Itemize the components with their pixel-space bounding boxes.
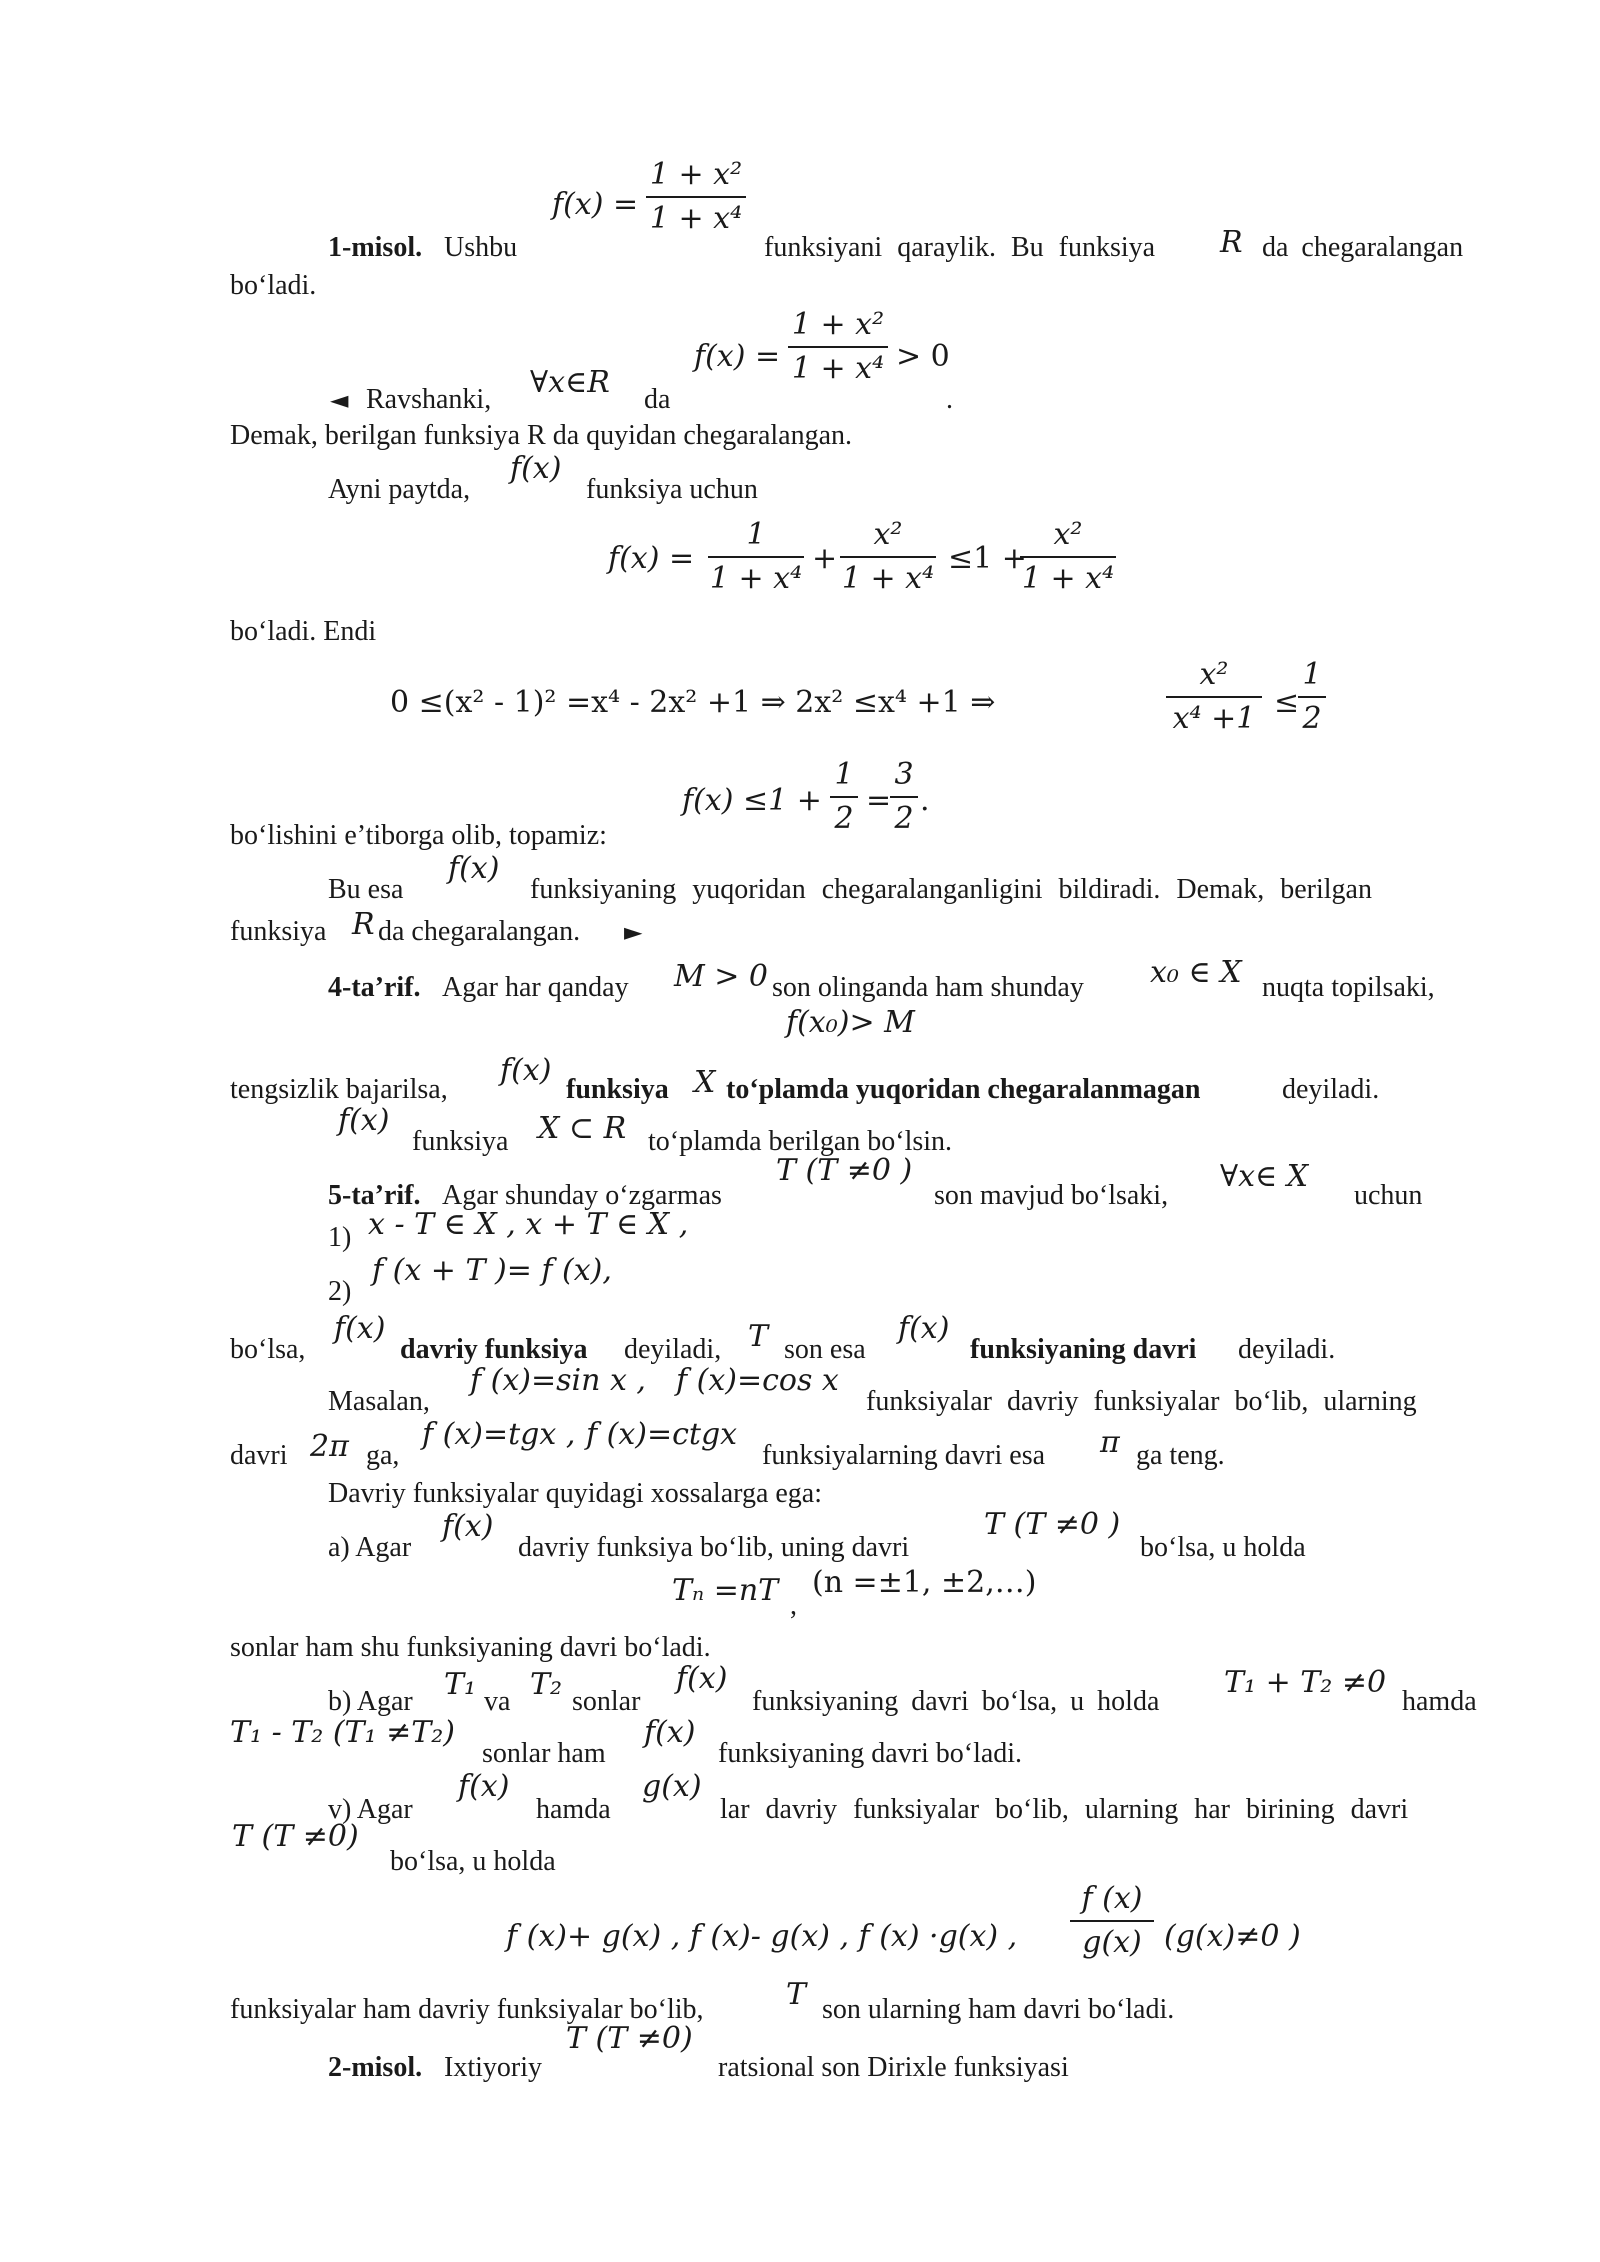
proof-bu-esa-rest: funksiyaning yuqoridan chegaralanganligini bildiradi. Demak, berilgan <box>530 874 1372 905</box>
examples-ga: ga, <box>366 1440 400 1471</box>
estimate-dot: . <box>920 783 930 818</box>
quotient-numerator: f (x) <box>1070 1884 1154 1922</box>
black-right-triangle-icon: ► <box>624 918 643 946</box>
t2: T₂ <box>530 1667 563 1702</box>
definition-4-text-1: Agar har qanday <box>442 972 629 1003</box>
fx-2: f(x) <box>448 851 500 886</box>
example-2-label: 2-misol. <box>328 2052 423 2083</box>
definition-5-uchun: uchun <box>1354 1180 1423 1211</box>
example-1-function-lhs: f(x) = <box>552 187 639 222</box>
pi: π <box>1100 1425 1120 1460</box>
proof-ayni: Ayni paytda, <box>328 474 471 505</box>
fx-5: f(x) <box>334 1311 386 1346</box>
property-a-comma: , <box>790 1590 797 1621</box>
chain-fraction-denominator: x⁴ +1 <box>1172 701 1256 736</box>
x0-in-x: x₀ ∈ X <box>1150 955 1242 990</box>
example-2-period: T (T ≠0) <box>566 2021 693 2056</box>
property-b-va: va <box>484 1686 511 1717</box>
examples-masalan: Masalan, <box>328 1386 430 1417</box>
definition-5-deyiladi: deyiladi, <box>624 1334 722 1365</box>
sum-term-2 <box>840 517 936 596</box>
definition-4-text-3: nuqta topilsaki, <box>1262 972 1435 1003</box>
proof-inequality-lhs: f(x) = <box>694 339 781 374</box>
sum-term-3-denominator: 1 + x⁴ <box>1021 561 1115 596</box>
fx-6: f(x) <box>898 1311 950 1346</box>
property-b-sonlar: sonlar <box>572 1686 641 1717</box>
example-1-text: funksiyani qaraylik. Bu funksiya <box>764 232 1156 263</box>
set-r-2: R <box>352 907 375 942</box>
estimate-three-halves-numerator: 3 <box>890 760 918 798</box>
fx-7: f(x) <box>442 1509 494 1544</box>
definition-5-bolsa: bo‘lsa, <box>230 1334 306 1365</box>
proof-end-icon <box>624 916 642 948</box>
estimate-half <box>830 757 858 836</box>
proof-dot: . <box>946 384 953 415</box>
property-v-text-3: funksiyalar ham davriy funksiyalar bo‘lib, <box>230 1994 704 2025</box>
proof-boladi-endi: bo‘ladi. Endi <box>230 616 377 647</box>
property-v-label: v) Agar <box>328 1794 413 1825</box>
t1: T₁ <box>444 1667 477 1702</box>
example-2-text: Ixtiyoriy <box>444 2052 542 2083</box>
estimate-half-numerator: 1 <box>830 760 858 798</box>
forall-x-in-x: ∀x∈ X <box>1220 1159 1309 1194</box>
estimate-eq: = <box>866 783 892 818</box>
property-b-text-2: funksiyaning davri bo‘ladi. <box>718 1738 1023 1769</box>
period-t-3: T <box>786 1977 807 2012</box>
set-r: R <box>1220 225 1243 260</box>
property-b-sonlar-ham: sonlar ham <box>482 1738 606 1769</box>
estimate-three-halves <box>890 757 918 836</box>
estimate-lhs: f(x) ≤1 + <box>682 783 822 818</box>
quotient-denominator: g(x) <box>1082 1925 1142 1960</box>
property-b-text: funksiyaning davri bo‘lsa, u holda <box>752 1686 1160 1717</box>
definition-5-son-esa: son esa <box>784 1334 866 1365</box>
examples-ga-teng: ga teng. <box>1136 1440 1225 1471</box>
definition-5-text-2: son mavjud bo‘lsaki, <box>934 1180 1169 1211</box>
fx: f(x) <box>510 451 562 486</box>
example-1-label: 1-misol. <box>328 232 423 263</box>
condition-2: f (x + T )= f (x), <box>372 1253 612 1288</box>
property-a-period: T (T ≠0 ) <box>984 1507 1121 1542</box>
examples-davri: davri <box>230 1440 288 1471</box>
fx-3: f(x) <box>500 1053 552 1088</box>
g-nonzero-condition: (g(x)≠0 ) <box>1164 1919 1301 1954</box>
property-a-text: davriy funksiya bo‘lib, uning davri <box>518 1532 910 1563</box>
x-subset-r: X ⊂ R <box>538 1111 627 1146</box>
m-positive: M > 0 <box>674 959 769 994</box>
chain-half <box>1298 657 1326 736</box>
t1-minus-t2: T₁ - T₂ (T₁ ≠T₂) <box>230 1715 455 1750</box>
sum-term-1 <box>708 517 804 596</box>
sum-term-2-numerator: x² <box>840 520 936 558</box>
property-v-hamda: hamda <box>536 1794 611 1825</box>
definition-4-label: 4-ta’rif. <box>328 972 421 1003</box>
sum-plus: + <box>812 541 838 576</box>
inequality-chain: 0 ≤(x² - 1)² =x⁴ - 2x² +1 ⇒ 2x² ≤x⁴ +1 ⇒ <box>390 685 996 720</box>
property-a-label: a) Agar <box>328 1532 412 1563</box>
period-t: T (T ≠0 ) <box>776 1153 913 1188</box>
sum-lhs: f(x) = <box>608 541 695 576</box>
sum-term-3-numerator: x² <box>1020 520 1116 558</box>
definition-4-text-2: son olinganda ham shunday <box>772 972 1084 1003</box>
proof-start-icon <box>330 384 348 416</box>
proof-conclusion: Demak, berilgan funksiya R da quyidan chegaralangan. <box>230 420 853 451</box>
sum-le-one-plus: ≤1 + <box>948 541 1027 576</box>
examples-text-2: funksiyalarning davri esa <box>762 1440 1046 1471</box>
condition-2-number: 2) <box>328 1276 352 1307</box>
proof-fraction-numerator: 1 + x² <box>788 310 888 348</box>
chain-half-denominator: 2 <box>1302 701 1322 736</box>
fx-8: f(x) <box>676 1661 728 1696</box>
example-1-text-end: da chegaralangan <box>1262 232 1464 263</box>
properties-intro: Davriy funksiyalar quyidagi xossalarga ega: <box>328 1478 823 1509</box>
definition-5-deyiladi-2: deyiladi. <box>1238 1334 1336 1365</box>
definition-5-bold-2: funksiyaning davri <box>970 1334 1197 1365</box>
definition-5-label: 5-ta’rif. <box>328 1180 421 1211</box>
sin-function: f (x)=sin x , <box>470 1363 646 1398</box>
proof-final: da chegaralangan. <box>378 916 581 947</box>
definition-4-deyiladi: deyiladi. <box>1282 1074 1380 1105</box>
fx-4: f(x) <box>338 1103 390 1138</box>
unbounded-inequality: f(x₀)> M <box>786 1005 915 1040</box>
proof-da: da <box>644 384 671 415</box>
proof-uchun: funksiya uchun <box>586 474 758 505</box>
proof-fraction-denominator: 1 + x⁴ <box>791 351 885 386</box>
proof-bolishini: bo‘lishini e’tiborga olib, topamiz: <box>230 820 607 851</box>
chain-fraction <box>1166 657 1262 736</box>
t1-plus-t2: T₁ + T₂ ≠0 <box>1224 1665 1387 1700</box>
chain-fraction-numerator: x² <box>1166 660 1262 698</box>
example-1-intro: Ushbu <box>444 232 518 263</box>
sum-term-1-denominator: 1 + x⁴ <box>709 561 803 596</box>
example-1-line-2: bo‘ladi. <box>230 270 317 301</box>
multiple-periods-formula: Tₙ =nT <box>672 1573 779 1608</box>
definition-5-bold-1: davriy funksiya <box>400 1334 588 1365</box>
period-t-2: T <box>748 1319 769 1354</box>
cos-function: f (x)=cos x <box>676 1363 839 1398</box>
property-b-hamda: hamda <box>1402 1686 1477 1717</box>
estimate-half-denominator: 2 <box>834 801 854 836</box>
definition-5-text-1: Agar shunday o‘zgarmas <box>442 1180 722 1211</box>
condition-1: x - T ∈ X , x + T ∈ X , <box>368 1207 689 1242</box>
proof-inequality-rhs: > 0 <box>896 339 950 374</box>
proof-ravshanki: Ravshanki, <box>366 384 492 415</box>
fx-10: f(x) <box>458 1769 510 1804</box>
sum-term-1-numerator: 1 <box>708 520 804 558</box>
ctg-function: f (x)=ctgx <box>586 1417 738 1452</box>
property-v-text-2: bo‘lsa, u holda <box>390 1846 556 1877</box>
sum-term-3 <box>1020 517 1116 596</box>
forall-x-in-r: ∀x∈R <box>530 365 610 400</box>
n-values: (n =±1, ±2,…) <box>812 1565 1037 1600</box>
property-b-label: b) Agar <box>328 1686 413 1717</box>
black-left-triangle-icon: ◄ <box>330 386 349 414</box>
definition-4-tengsizlik: tengsizlik bajarilsa, <box>230 1074 448 1105</box>
quotient-fraction <box>1070 1881 1154 1960</box>
setup-text: to‘plamda berilgan bo‘lsin. <box>648 1126 953 1157</box>
sum-term-2-denominator: 1 + x⁴ <box>841 561 935 596</box>
example-1-fraction <box>646 157 746 236</box>
example-1-fraction-denominator: 1 + x⁴ <box>649 201 743 236</box>
chain-half-numerator: 1 <box>1298 660 1326 698</box>
estimate-three-halves-denominator: 2 <box>894 801 914 836</box>
two-pi: 2π <box>310 1429 349 1464</box>
gx: g(x) <box>642 1769 702 1804</box>
property-v-period: T (T ≠0) <box>232 1819 359 1854</box>
property-v-text-4: son ularning ham davri bo‘ladi. <box>822 1994 1175 2025</box>
setup-funksiya: funksiya <box>412 1126 509 1157</box>
example-2-text-2: ratsional son Dirixle funksiyasi <box>718 2052 1069 2083</box>
chain-le: ≤ <box>1274 685 1300 720</box>
proof-fraction <box>788 307 888 386</box>
property-a-text-2: bo‘lsa, u holda <box>1140 1532 1306 1563</box>
tg-function: f (x)=tgx , <box>422 1417 576 1452</box>
definition-4-funksiya: funksiya <box>566 1074 669 1105</box>
examples-text: funksiyalar davriy funksiyalar bo‘lib, ularning <box>866 1386 1417 1417</box>
condition-1-number: 1) <box>328 1222 352 1253</box>
set-x: X <box>694 1065 716 1100</box>
property-v-text: lar davriy funksiyalar bo‘lib, ularning har birining davri <box>720 1794 1409 1825</box>
definition-4-bold-term: to‘plamda yuqoridan chegaralanmagan <box>726 1074 1201 1105</box>
fx-9: f(x) <box>644 1715 696 1750</box>
property-a-text-3: sonlar ham shu funksiyaning davri bo‘ladi. <box>230 1632 711 1663</box>
function-operations: f (x)+ g(x) , f (x)- g(x) , f (x) ·g(x) , <box>506 1919 1018 1954</box>
example-1-fraction-numerator: 1 + x² <box>646 160 746 198</box>
proof-funksiya: funksiya <box>230 916 327 947</box>
proof-bu-esa: Bu esa <box>328 874 404 905</box>
